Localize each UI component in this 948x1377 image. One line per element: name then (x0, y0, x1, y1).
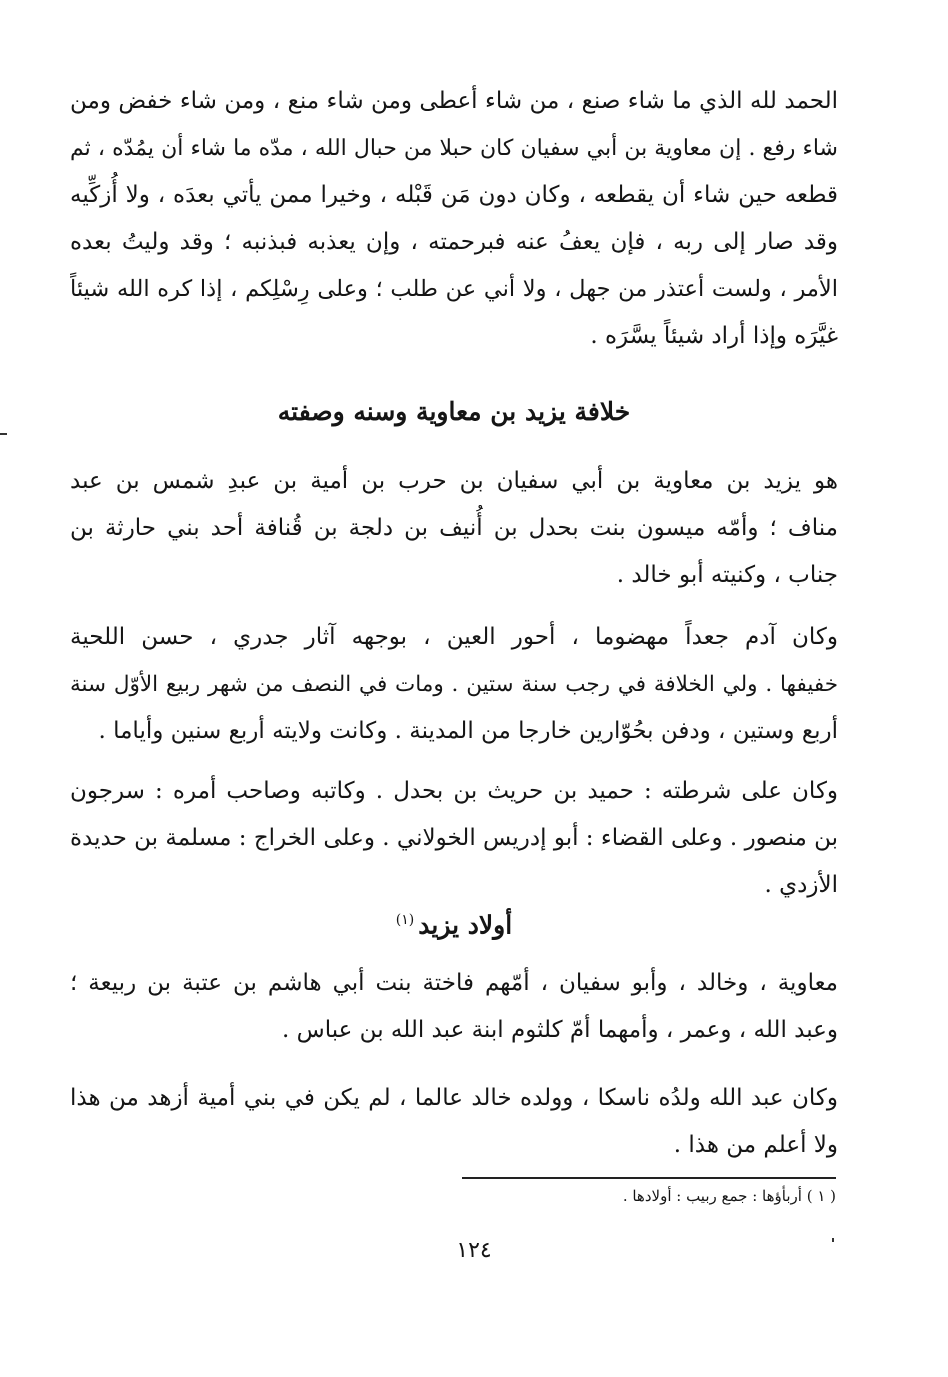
text-line: أربع وستين ، ودفن بحُوّارين خارجا من المدينة . وكانت ولايته أربع سنين وأياما . (98, 718, 838, 744)
paragraph-opening-speech (70, 78, 838, 360)
text-line: الأزدي . (764, 872, 838, 898)
text-line: وكان آدم جعداً مهضوما ، أحور العين ، بوجهه آثار جدري ، حسن اللحية (70, 624, 838, 650)
text-line: وكان على شرطته : حميد بن حريث بن بحدل . وكاتبه وصاحب أمره : سرجون (70, 778, 838, 804)
scan-mark (832, 1238, 834, 1242)
footnote-divider (462, 1177, 836, 1179)
paragraph-officials (70, 768, 838, 909)
text-line: الحمد لله الذي ما شاء صنع ، من شاء أعطى ومن شاء منع ، ومن شاء خفض ومن (70, 88, 838, 114)
footnote: ( ١ ) أربأؤها : جمع ربيب : أولادها . (622, 1187, 836, 1205)
paragraph-description (70, 614, 838, 755)
text-line: وعبد الله ، وعمر ، وأمهما أمّ كلثوم ابنة عبد الله بن عباس . (282, 1017, 838, 1043)
paragraph-abdallah (70, 1075, 838, 1169)
footnote-marker: (١) (395, 912, 415, 928)
heading-text: أولاد يزيد (418, 910, 513, 940)
paragraph-lineage (70, 458, 838, 599)
paragraph-children (70, 960, 838, 1054)
text-line: وقد صار إلى ربه ، فإن يعفُ عنه فبرحمته ، وإن يعذبه فبذنبه ؛ وقد وليتُ بعده (70, 229, 838, 255)
text-line: بن منصور . وعلى القضاء : أبو إدريس الخولاني . وعلى الخراج : مسلمة بن حديدة (70, 825, 838, 851)
text-line: خفيفها . ولي الخلافة في رجب سنة ستين . ومات في النصف من شهر ربيع الأوّل سنة (70, 672, 838, 697)
scan-mark (0, 433, 7, 435)
text-line: معاوية ، وخالد ، وأبو سفيان ، أمّهم فاختة بنت أبي هاشم بن عتبة بن ربيعة ؛ (70, 970, 838, 996)
text-line: هو يزيد بن معاوية بن أبي سفيان بن حرب بن أمية بن عبدِ شمس بن عبد (70, 468, 838, 494)
text-line: مناف ؛ وأمّه ميسون بنت بحدل بن أُنيف بن دلجة بن قُنافة أحد بني حارثة بن (70, 515, 838, 541)
section-heading-caliphate: خلافة يزيد بن معاوية وسنه وصفته (277, 397, 631, 426)
text-line: غيَّرَه وإذا أراد شيئاً يسَّرَه . (590, 323, 838, 349)
section-heading-children (70, 900, 838, 945)
text-line: وكان عبد الله ولدُه ناسكا ، وولده خالد عالما ، لم يكن في بني أمية أزهد من هذا (70, 1085, 838, 1111)
text-line: جناب ، وكنيته أبو خالد . (616, 562, 838, 588)
page-number: ١٢٤ (456, 1238, 492, 1263)
text-line: قطعه حين شاء أن يقطعه ، وكان دون مَن قَبْله ، وخيرا ممن يأتي بعدَه ، ولا أُزكِّيه (70, 182, 838, 208)
text-line: الأمر ، ولست أعتذر من جهل ، ولا أني عن طلب ؛ وعلى رِسْلِكم ، إذا كره الله شيئاً (70, 276, 838, 302)
text-line: ولا أعلم من هذا . (673, 1132, 838, 1158)
text-line: شاء رفع . إن معاوية بن أبي سفيان كان حبلا من حبال الله ، مدّه ما شاء أن يمُدّه ، ثم (70, 136, 838, 161)
